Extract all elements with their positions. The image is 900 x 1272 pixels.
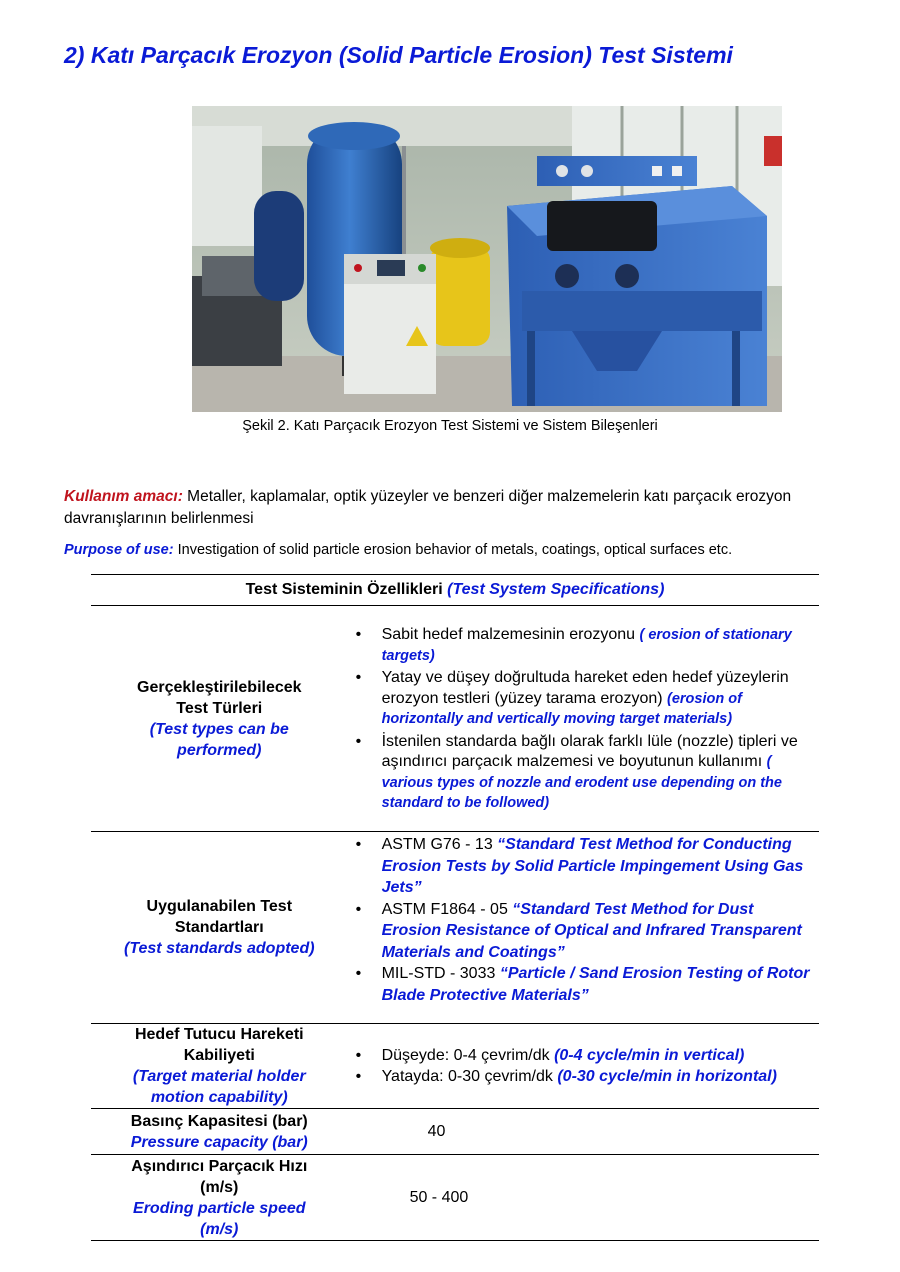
row-label-tr: Uygulanabilen Test Standartları (146, 898, 293, 936)
erosion-system-illustration (192, 106, 782, 412)
row-label-en: Pressure capacity (bar) (130, 1133, 308, 1151)
row-label-en: (Target material holder motion capability) (132, 1068, 306, 1106)
table-row (91, 832, 819, 1024)
particle-speed-value: 50 - 400 (348, 1155, 819, 1241)
purpose-of-use-tr (64, 486, 834, 530)
table-header (91, 575, 819, 606)
row-label (91, 1155, 348, 1241)
list-item: • Yatayda: 0-30 çevrim/dk (0-30 cycle/min in horizontal) (382, 1066, 819, 1088)
page-title: 2) Katı Parçacık Erozyon (Solid Particle Erosion) Test Sistemi (64, 42, 733, 68)
table-row (91, 1155, 819, 1241)
test-system-photo (192, 106, 782, 412)
list-item: • MIL-STD - 3033 “Particle / Sand Erosion Testing of Rotor Blade Protective Materials” (382, 963, 819, 1006)
purpose-tr-label: Kullanım amacı: (64, 488, 183, 505)
row-label (91, 606, 348, 832)
table-header-row (91, 575, 819, 606)
list-item: • ASTM F1864 - 05 “Standard Test Method for Dust Erosion Resistance of Optical and Infrared Transparent Materials and Coatings” (382, 899, 819, 964)
list-item: • Sabit hedef malzemesinin erozyonu ( erosion of stationary targets) (382, 625, 819, 666)
row-label-tr: Basınç Kapasitesi (bar) (130, 1112, 308, 1130)
specifications-table (91, 574, 819, 1241)
pressure-value: 40 (348, 1109, 819, 1155)
row-label (91, 832, 348, 1024)
table-header-tr: Test Sisteminin Özellikleri (245, 581, 448, 598)
table-row (91, 1024, 819, 1109)
row-label-tr: Hedef Tutucu Hareketi Kabiliyeti (134, 1026, 304, 1064)
purpose-en-label: Purpose of use: (64, 542, 174, 558)
row-label-en: (Test standards adopted) (124, 940, 315, 957)
list-item: • ASTM G76 - 13 “Standard Test Method for Conducting Erosion Tests by Solid Particle Impingement Using Gas Jets” (382, 834, 819, 899)
row-label-en: Eroding particle speed (m/s) (133, 1199, 306, 1238)
purpose-tr-text: Metaller, kaplamalar, optik yüzeyler ve benzeri diğer malzemelerin katı parçacık erozyon davranışlarının belirlenmesi (64, 488, 792, 527)
list-item: • İstenilen standarda bağlı olarak farklı lüle (nozzle) tipleri ve aşındırıcı parçacık malzemesi ve boyutunun kullanımı ( various types of nozzle and erodent use depending on the standard to be followed) (382, 732, 819, 814)
row-label (91, 1024, 348, 1109)
row-content (348, 1024, 819, 1109)
row-label (91, 1109, 348, 1155)
row-content (348, 832, 819, 1024)
list-item: • Düşeyde: 0-4 çevrim/dk (0-4 cycle/min in vertical) (382, 1045, 819, 1067)
list-item: • Yatay ve düşey doğrultuda hareket eden hedef yüzeylerin erozyon testleri (yüzey tarama erozyon) (erosion of horizontally and vertically moving target materials) (382, 668, 819, 730)
row-label-en: (Test types can be performed) (149, 720, 289, 759)
purpose-of-use-en (64, 542, 854, 558)
row-label-tr: Gerçekleştirilebilecek Test Türleri (137, 678, 302, 717)
table-row (91, 1109, 819, 1155)
table-header-en: (Test System Specifications) (447, 581, 665, 598)
row-label-tr: Aşındırıcı Parçacık Hızı (m/s) (131, 1157, 308, 1196)
row-content (348, 606, 819, 832)
purpose-en-text: Investigation of solid particle erosion behavior of metals, coatings, optical surfaces etc. (173, 542, 733, 558)
figure-caption: Şekil 2. Katı Parçacık Erozyon Test Sistemi ve Sistem Bileşenleri (242, 418, 658, 434)
table-row (91, 606, 819, 832)
